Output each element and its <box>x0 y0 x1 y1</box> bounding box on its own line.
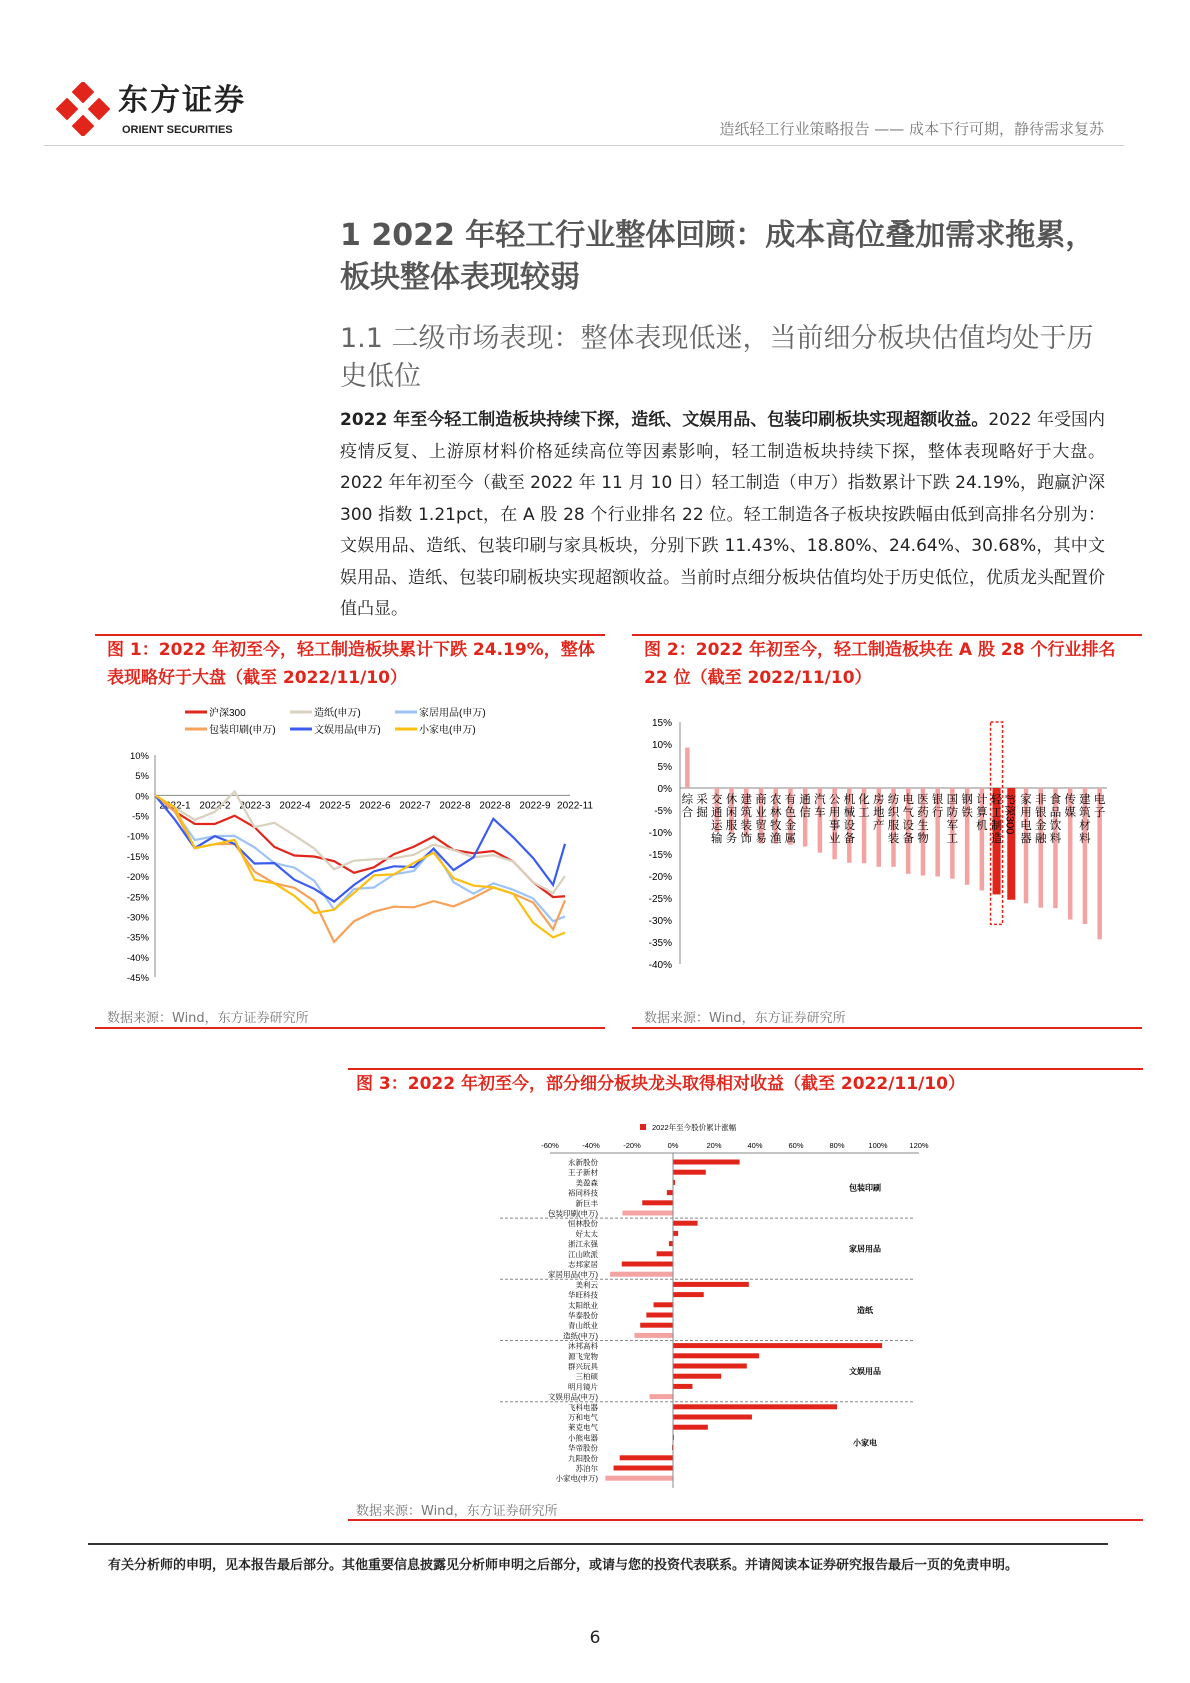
x-tick-label: -40% <box>582 1141 600 1150</box>
fig1-bottom-rule <box>95 1027 605 1029</box>
x-tick-label: 100% <box>868 1141 888 1150</box>
company-label: 太阳纸业 <box>568 1300 598 1310</box>
paragraph-text: 2022 年受国内疫情反复、上游原材料价格延续高位等因素影响，轻工制造板块持续下探，整体表现略好于大盘。2022 年年初至今（截至 2022 年 11 月 10 日）轻工制造（申万）指数累计下跌 24.19%，跑赢沪深 300 指数 1.21pct，在 A 股 28 个行业排名 22 位。轻工制造各子板块按跌幅由低到高排名分别为：文娱用品、造纸、包装印刷与家具板块，分别下跌 11.43%、18.80%、24.64%、30.68%，其中文娱用品、造纸、包装印刷板块实现超额收益。当前时点细分板块估值均处于历史低位，优质龙头配置价值凸显。 <box>340 410 1105 619</box>
x-tick-label: 2022-1 <box>159 800 191 812</box>
fig2-source: 数据来源：Wind，东方证券研究所 <box>644 1011 846 1026</box>
x-tick-label: 40% <box>747 1141 763 1150</box>
category-label: 算 <box>976 807 988 819</box>
subsection-heading: 1.1 二级市场表现：整体表现低迷，当前细分板块估值均处于历史低位 <box>340 323 1094 392</box>
y-tick-label: -25% <box>648 894 672 905</box>
x-tick-label: 60% <box>788 1141 804 1150</box>
category-label: 公 <box>828 794 841 806</box>
report-title: 造纸轻工行业策略报告 —— 成本下行可期，静待需求复苏 <box>719 120 1104 138</box>
bar <box>642 1200 673 1205</box>
company-label: 源飞宠物 <box>568 1351 598 1361</box>
category-label: 备 <box>902 833 914 845</box>
bar <box>673 1221 698 1226</box>
legend-label: 2022年至今股价累计涨幅 <box>652 1123 737 1132</box>
category-label: 建 <box>740 794 753 806</box>
bar <box>640 1323 673 1328</box>
category-label: 沪深300 <box>1003 794 1016 835</box>
category-label: 属 <box>784 833 797 845</box>
bar <box>610 1272 673 1277</box>
category-label: 设 <box>902 820 914 832</box>
y-tick-label: -35% <box>648 938 672 949</box>
category-label: 服 <box>725 820 738 832</box>
company-label: 志邦家居 <box>568 1260 598 1269</box>
y-tick-label: 0% <box>135 791 149 803</box>
company-label: 群兴玩具 <box>568 1362 598 1371</box>
company-label: 文娱用品(申万) <box>548 1392 598 1402</box>
category-label: 子 <box>1093 807 1106 819</box>
category-label: 工 <box>946 833 959 845</box>
x-tick-label: 2022-11 <box>557 800 593 812</box>
category-label: 机 <box>843 794 856 806</box>
group-label: 文娱用品 <box>849 1367 881 1377</box>
category-label: 易 <box>755 833 767 845</box>
logo-diamond-icon <box>56 82 110 136</box>
category-label: 气 <box>902 807 914 819</box>
company-label: 王子新材 <box>568 1168 598 1178</box>
category-label: 色 <box>784 807 797 819</box>
category-label: 化 <box>858 794 870 806</box>
bar <box>622 1211 673 1216</box>
bar <box>622 1262 673 1267</box>
bar <box>673 1404 837 1409</box>
bar <box>646 1313 673 1318</box>
group-label: 包装印刷 <box>849 1183 881 1193</box>
category-label: 械 <box>843 807 856 819</box>
bar <box>673 1170 706 1175</box>
section-heading: 1 2022 年轻工行业整体回顾：成本高位叠加需求拖累，板块整体表现较弱 <box>340 218 1096 295</box>
body-paragraph <box>340 405 1105 630</box>
x-tick-label: 2022-2 <box>199 800 231 812</box>
category-label: 地 <box>873 807 885 819</box>
x-tick-label: 120% <box>909 1141 929 1150</box>
x-tick-label: 20% <box>706 1141 722 1150</box>
category-label: 建 <box>1079 794 1091 806</box>
category-label: 制 <box>990 820 1003 832</box>
company-label: 新巨丰 <box>575 1198 598 1208</box>
category-label: 铁 <box>961 807 973 819</box>
y-tick-label: -25% <box>126 892 149 904</box>
group-label: 小家电 <box>853 1438 877 1448</box>
category-label: 备 <box>843 833 856 845</box>
category-label: 电 <box>1093 794 1106 806</box>
bar <box>673 1282 749 1287</box>
category-label: 休 <box>725 794 738 806</box>
x-tick-label: 80% <box>829 1141 845 1150</box>
x-tick-label: 2022-5 <box>319 800 351 812</box>
bar <box>650 1394 673 1399</box>
category-label: 媒 <box>1064 807 1076 819</box>
category-label: 筑 <box>1079 807 1091 819</box>
category-label: 事 <box>828 820 841 832</box>
page-number: 6 <box>589 1628 601 1648</box>
bar <box>673 1231 678 1236</box>
category-label: 轻 <box>990 794 1003 806</box>
fig3-title: 图 3：2022 年初至今，部分细分板块龙头取得相对收益（截至 2022/11/10） <box>356 1074 965 1094</box>
category-label: 织 <box>887 807 900 819</box>
bar <box>673 1160 740 1165</box>
category-label: 非 <box>1034 794 1047 806</box>
category-label: 金 <box>1034 820 1047 832</box>
category-label: 材 <box>1079 820 1091 832</box>
category-label: 装 <box>887 833 900 845</box>
category-label: 服 <box>887 820 900 832</box>
company-label: 华旺科技 <box>568 1290 598 1300</box>
legend-swatch <box>640 1124 646 1130</box>
category-label: 掘 <box>696 807 708 819</box>
category-label: 电 <box>902 794 914 806</box>
series-line <box>155 795 565 942</box>
y-tick-label: -20% <box>126 872 149 884</box>
category-label: 信 <box>799 807 811 819</box>
category-label: 纺 <box>887 794 900 806</box>
category-label: 交 <box>711 794 723 806</box>
bar <box>620 1455 673 1460</box>
category-label: 料 <box>1049 833 1062 845</box>
category-label: 家 <box>1020 794 1032 806</box>
y-tick-label: -45% <box>126 973 149 984</box>
category-label: 车 <box>814 807 826 819</box>
company-label: 浙江永强 <box>568 1239 598 1249</box>
category-label: 饰 <box>740 833 753 845</box>
bar <box>673 1343 882 1348</box>
bar <box>657 1251 673 1256</box>
company-label: 莱克电气 <box>568 1423 598 1433</box>
category-label: 用 <box>1020 807 1032 819</box>
company-label: 三柏硕 <box>575 1372 598 1382</box>
y-tick-label: -40% <box>648 960 672 971</box>
category-label: 产 <box>873 820 885 832</box>
x-tick-label: 2022-3 <box>239 800 271 812</box>
y-tick-label: -40% <box>126 952 149 964</box>
company-label: 小熊电器 <box>568 1433 598 1443</box>
fig2-bar-chart <box>632 700 1142 980</box>
company-label: 万和电气 <box>568 1413 598 1422</box>
category-label: 筑 <box>740 807 753 819</box>
company-label: 飞科电器 <box>568 1402 598 1412</box>
x-tick-label: 2022-8 <box>479 800 511 812</box>
y-tick-label: -15% <box>126 851 149 863</box>
category-label: 林 <box>769 807 782 819</box>
y-tick-label: -5% <box>654 806 672 817</box>
y-tick-label: 10% <box>651 740 672 751</box>
fig3-source: 数据来源：Wind，东方证券研究所 <box>356 1504 558 1519</box>
y-tick-label: -10% <box>126 831 149 843</box>
y-tick-label: -5% <box>132 811 149 823</box>
y-tick-label: -15% <box>648 850 672 861</box>
category-label: 输 <box>711 833 723 845</box>
company-label: 裕同科技 <box>568 1188 598 1198</box>
category-label: 军 <box>946 820 959 832</box>
category-label: 造 <box>990 833 1003 845</box>
category-label: 商 <box>755 794 767 806</box>
fig2-bottom-rule <box>632 1027 1142 1029</box>
legend-label: 家居用品(申万) <box>419 708 486 719</box>
bar <box>673 1425 708 1430</box>
y-tick-label: 5% <box>135 771 149 783</box>
company-label: 美盈森 <box>575 1178 598 1188</box>
bar <box>673 1364 747 1369</box>
category-label: 装 <box>740 820 753 832</box>
bar <box>634 1333 673 1338</box>
category-label: 综 <box>681 794 694 806</box>
y-tick-label: 0% <box>657 784 672 795</box>
y-tick-label: -30% <box>648 916 672 927</box>
category-label: 房 <box>873 794 885 806</box>
company-label: 沐邦高科 <box>568 1341 598 1351</box>
category-label: 药 <box>917 807 929 819</box>
bar <box>673 1415 752 1420</box>
legend-label: 包装印刷(申万) <box>209 725 276 736</box>
company-label: 美利云 <box>575 1280 598 1290</box>
category-label: 汽 <box>814 794 826 806</box>
category-label: 牧 <box>769 820 782 832</box>
category-label: 品 <box>1049 807 1062 819</box>
category-label: 防 <box>946 807 959 819</box>
category-label: 融 <box>1034 833 1047 845</box>
footer-divider <box>88 1543 1108 1545</box>
bar <box>673 1374 721 1379</box>
category-label: 有 <box>784 794 797 806</box>
x-tick-label: -60% <box>541 1141 559 1150</box>
category-label: 运 <box>711 820 723 832</box>
y-tick-label: -10% <box>648 828 672 839</box>
y-tick-label: 10% <box>129 751 149 762</box>
category-label: 采 <box>696 794 708 806</box>
category-label: 通 <box>799 794 811 806</box>
category-label: 食 <box>1049 794 1062 806</box>
bar <box>667 1190 673 1195</box>
series-line <box>155 795 565 937</box>
fig1-source: 数据来源：Wind，东方证券研究所 <box>107 1011 309 1026</box>
group-label: 造纸 <box>857 1305 873 1315</box>
company-label: 永新股份 <box>568 1158 598 1167</box>
category-label: 通 <box>711 807 723 819</box>
company-label: 包装印刷(申万) <box>548 1209 598 1218</box>
bar <box>654 1302 673 1307</box>
x-tick-label: 2022-4 <box>279 800 311 812</box>
company-label: 苏泊尔 <box>575 1464 598 1473</box>
x-tick-label: 2022-8 <box>439 800 471 812</box>
bar <box>673 1384 692 1389</box>
category-label: 电 <box>1020 820 1032 832</box>
company-label: 明月镜片 <box>568 1382 598 1392</box>
company-label: 家居用品(申万) <box>548 1270 598 1280</box>
category-label: 传 <box>1064 794 1076 806</box>
disclaimer: 有关分析师的申明，见本报告最后部分。其他重要信息披露见分析师申明之后部分，或请与您的投资代表联系。并请阅读本证券研究报告最后一页的免责申明。 <box>108 1558 1019 1573</box>
category-label: 钢 <box>961 794 973 806</box>
bar <box>669 1241 673 1246</box>
category-label: 器 <box>1020 833 1032 845</box>
category-label: 计 <box>976 794 988 806</box>
company-label: 青山纸业 <box>568 1321 598 1331</box>
category-label: 务 <box>725 833 738 845</box>
category-label: 银 <box>1034 807 1047 819</box>
x-tick-label: 2022-9 <box>519 800 551 812</box>
category-label: 渔 <box>769 833 782 845</box>
bar <box>614 1466 673 1471</box>
category-label: 工 <box>990 807 1003 819</box>
y-tick-label: 15% <box>651 718 672 729</box>
legend-label: 文娱用品(申万) <box>314 725 381 736</box>
company-label: 华泰股份 <box>568 1311 598 1320</box>
category-label: 贸 <box>755 820 767 832</box>
bar <box>673 1292 704 1297</box>
x-tick-label: 2022-6 <box>359 800 391 812</box>
x-tick-label: -20% <box>623 1141 641 1150</box>
category-label: 生 <box>917 820 929 832</box>
logo-text-en: ORIENT SECURITIES <box>122 124 233 136</box>
company-label: 小家电(申万) <box>555 1474 598 1484</box>
group-label: 家居用品 <box>849 1244 881 1254</box>
company-label: 华帝股份 <box>568 1443 598 1453</box>
category-label: 物 <box>917 833 929 845</box>
category-label: 闲 <box>725 807 738 819</box>
x-tick-label: 0% <box>667 1141 679 1150</box>
category-label: 工 <box>858 807 870 819</box>
legend-label: 沪深300 <box>209 708 246 719</box>
fig1-title: 图 1：2022 年初至今，轻工制造板块累计下跌 24.19%，整体表现略好于大盘（截至 2022/11/10） <box>107 640 595 688</box>
y-tick-label: -20% <box>648 872 672 883</box>
category-label: 国 <box>946 794 959 806</box>
company-label: 恒林股份 <box>568 1219 598 1229</box>
legend-label: 造纸(申万) <box>314 708 361 719</box>
category-label: 用 <box>828 807 841 819</box>
category-label: 合 <box>681 807 694 819</box>
bar <box>673 1353 759 1358</box>
y-tick-label: 5% <box>657 762 672 773</box>
category-label: 金 <box>784 820 797 832</box>
category-label: 银 <box>931 794 944 806</box>
y-tick-label: -30% <box>126 912 149 924</box>
x-tick-label: 2022-7 <box>399 800 431 812</box>
category-label: 设 <box>843 820 856 832</box>
paragraph-lead: 2022 年至今轻工制造板块持续下探，造纸、文娱用品、包装印刷板块实现超额收益。 <box>340 410 989 430</box>
bar <box>605 1476 673 1481</box>
category-label: 农 <box>769 794 782 806</box>
company-label: 造纸(申万) <box>563 1331 598 1341</box>
fig3-hbar-chart <box>500 1118 1000 1488</box>
company-label: 九阳股份 <box>568 1453 598 1463</box>
legend-label: 小家电(申万) <box>419 725 476 736</box>
company-label: 江山欧派 <box>568 1249 598 1259</box>
category-label: 业 <box>828 833 841 845</box>
fig1-line-chart <box>95 700 605 990</box>
company-label: 好太太 <box>575 1229 598 1239</box>
logo <box>56 82 110 136</box>
fig3-bottom-rule <box>348 1519 1143 1521</box>
category-label: 业 <box>755 807 767 819</box>
fig2-title: 图 2：2022 年初至今，轻工制造板块在 A 股 28 个行业排名 22 位（截至 2022/11/10） <box>644 640 1116 688</box>
logo-text-cn: 东方证券 <box>118 83 246 118</box>
category-label: 医 <box>917 794 929 806</box>
header-divider <box>44 145 1124 146</box>
y-tick-label: -35% <box>126 932 149 944</box>
category-label: 料 <box>1079 833 1091 845</box>
category-label: 饮 <box>1049 820 1062 832</box>
category-label: 行 <box>931 807 944 819</box>
bar <box>685 748 690 788</box>
category-label: 机 <box>976 820 988 832</box>
